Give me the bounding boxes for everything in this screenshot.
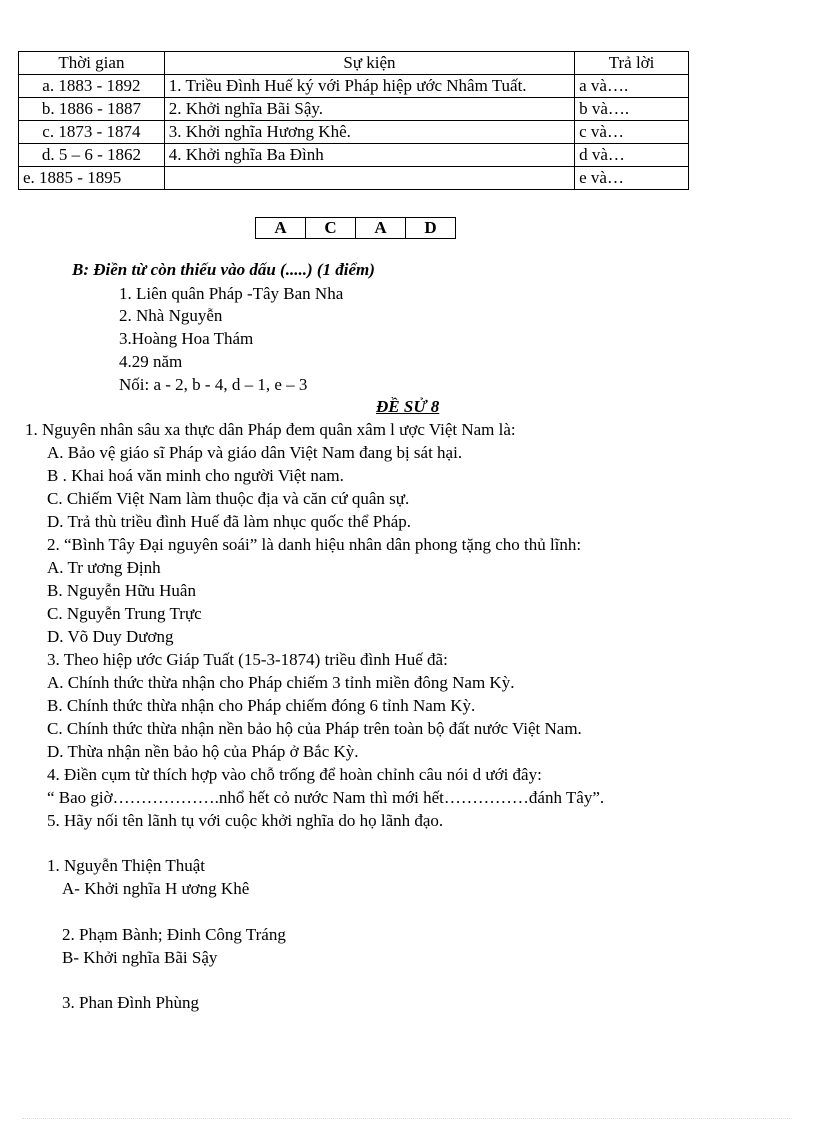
section-b-item: 1. Liên quân Pháp -Tây Ban Nha (119, 284, 344, 303)
matching-item: 1. Nguyễn Thiện Thuật (47, 856, 206, 875)
question-line: A. Chính thức thừa nhận cho Pháp chiếm 3 tỉnh miền đông Nam Kỳ. (47, 673, 515, 692)
cell-time: a. 1883 - 1892 (19, 75, 165, 98)
answer-cell: C (306, 218, 356, 239)
question-line: C. Nguyễn Trung Trực (47, 604, 202, 623)
header-time: Thời gian (19, 52, 165, 75)
exam-title: ĐỀ SỬ 8 (376, 397, 440, 416)
question-line: A. Tr ương Định (47, 558, 161, 577)
question-line: “ Bao giờ……………….nhổ hết cỏ nước Nam thì mới hết……………đánh Tây”. (47, 788, 605, 807)
cell-event (164, 167, 574, 190)
section-b-item: 3.Hoàng Hoa Thám (119, 329, 254, 348)
question-line: 4. Điền cụm từ thích hợp vào chỗ trống để hoàn chỉnh câu nói d ưới đây: (47, 765, 542, 784)
question-line: A. Bảo vệ giáo sĩ Pháp và giáo dân Việt Nam đang bị sát hại. (47, 443, 463, 462)
answer-key-table (255, 217, 456, 239)
question-line: 5. Hãy nối tên lãnh tụ với cuộc khởi nghĩa do họ lãnh đạo. (47, 811, 444, 830)
answer-cell: A (256, 218, 306, 239)
header-answer: Trả lời (575, 52, 689, 75)
page-footer-divider (22, 1118, 792, 1119)
cell-event: 3. Khởi nghĩa Hương Khê. (164, 121, 574, 144)
table-row (19, 98, 689, 121)
table-row (19, 167, 689, 190)
table-row (19, 144, 689, 167)
question-line: 3. Theo hiệp ước Giáp Tuất (15-3-1874) triều đình Huế đã: (47, 650, 448, 669)
cell-answer: e và… (575, 167, 689, 190)
table-row (19, 121, 689, 144)
question-line: C. Chiếm Việt Nam làm thuộc địa và căn cứ quân sự. (47, 489, 410, 508)
question-line: B . Khai hoá văn minh cho người Việt nam. (47, 466, 344, 485)
header-event: Sự kiện (164, 52, 574, 75)
cell-answer: c và… (575, 121, 689, 144)
events-table (18, 51, 689, 190)
table-header-row (19, 52, 689, 75)
cell-time: d. 5 – 6 - 1862 (19, 144, 165, 167)
matching-item: B- Khởi nghĩa Bãi Sậy (62, 948, 218, 967)
cell-answer: a và…. (575, 75, 689, 98)
question-line: D. Trả thù triều đình Huế đã làm nhục quốc thể Pháp. (47, 512, 412, 531)
question-line: D. Thừa nhận nền bảo hộ của Pháp ở Bắc Kỳ. (47, 742, 359, 761)
answer-cell: D (406, 218, 456, 239)
cell-answer: d và… (575, 144, 689, 167)
question-line: D. Võ Duy Dương (47, 627, 174, 646)
section-b-item: Nối: a - 2, b - 4, d – 1, e – 3 (119, 375, 308, 394)
question-line: C. Chính thức thừa nhận nền bảo hộ của Pháp trên toàn bộ đất nước Việt Nam. (47, 719, 582, 738)
table-row (19, 75, 689, 98)
cell-time: e. 1885 - 1895 (19, 167, 165, 190)
section-b-item: 2. Nhà Nguyễn (119, 306, 223, 325)
matching-item: A- Khởi nghĩa H ương Khê (62, 879, 250, 898)
cell-event: 1. Triều Đình Huế ký với Pháp hiệp ước Nhâm Tuất. (164, 75, 574, 98)
cell-time: c. 1873 - 1874 (19, 121, 165, 144)
cell-time: b. 1886 - 1887 (19, 98, 165, 121)
cell-event: 4. Khởi nghĩa Ba Đình (164, 144, 574, 167)
question-line: 1. Nguyên nhân sâu xa thực dân Pháp đem quân xâm l ược Việt Nam là: (25, 420, 516, 439)
answer-cell: A (356, 218, 406, 239)
question-line: B. Nguyễn Hữu Huân (47, 581, 196, 600)
section-b-item: 4.29 năm (119, 352, 183, 371)
section-b-heading: B: Điền từ còn thiếu vào dấu (.....) (1 điểm) (72, 260, 375, 279)
question-line: 2. “Bình Tây Đại nguyên soái” là danh hiệu nhân dân phong tặng cho thủ lĩnh: (47, 535, 582, 554)
matching-item: 2. Phạm Bành; Đinh Công Tráng (62, 925, 286, 944)
question-line: B. Chính thức thừa nhận cho Pháp chiếm đóng 6 tỉnh Nam Kỳ. (47, 696, 476, 715)
matching-item: 3. Phan Đình Phùng (62, 993, 199, 1012)
cell-event: 2. Khởi nghĩa Bãi Sậy. (164, 98, 574, 121)
cell-answer: b và…. (575, 98, 689, 121)
